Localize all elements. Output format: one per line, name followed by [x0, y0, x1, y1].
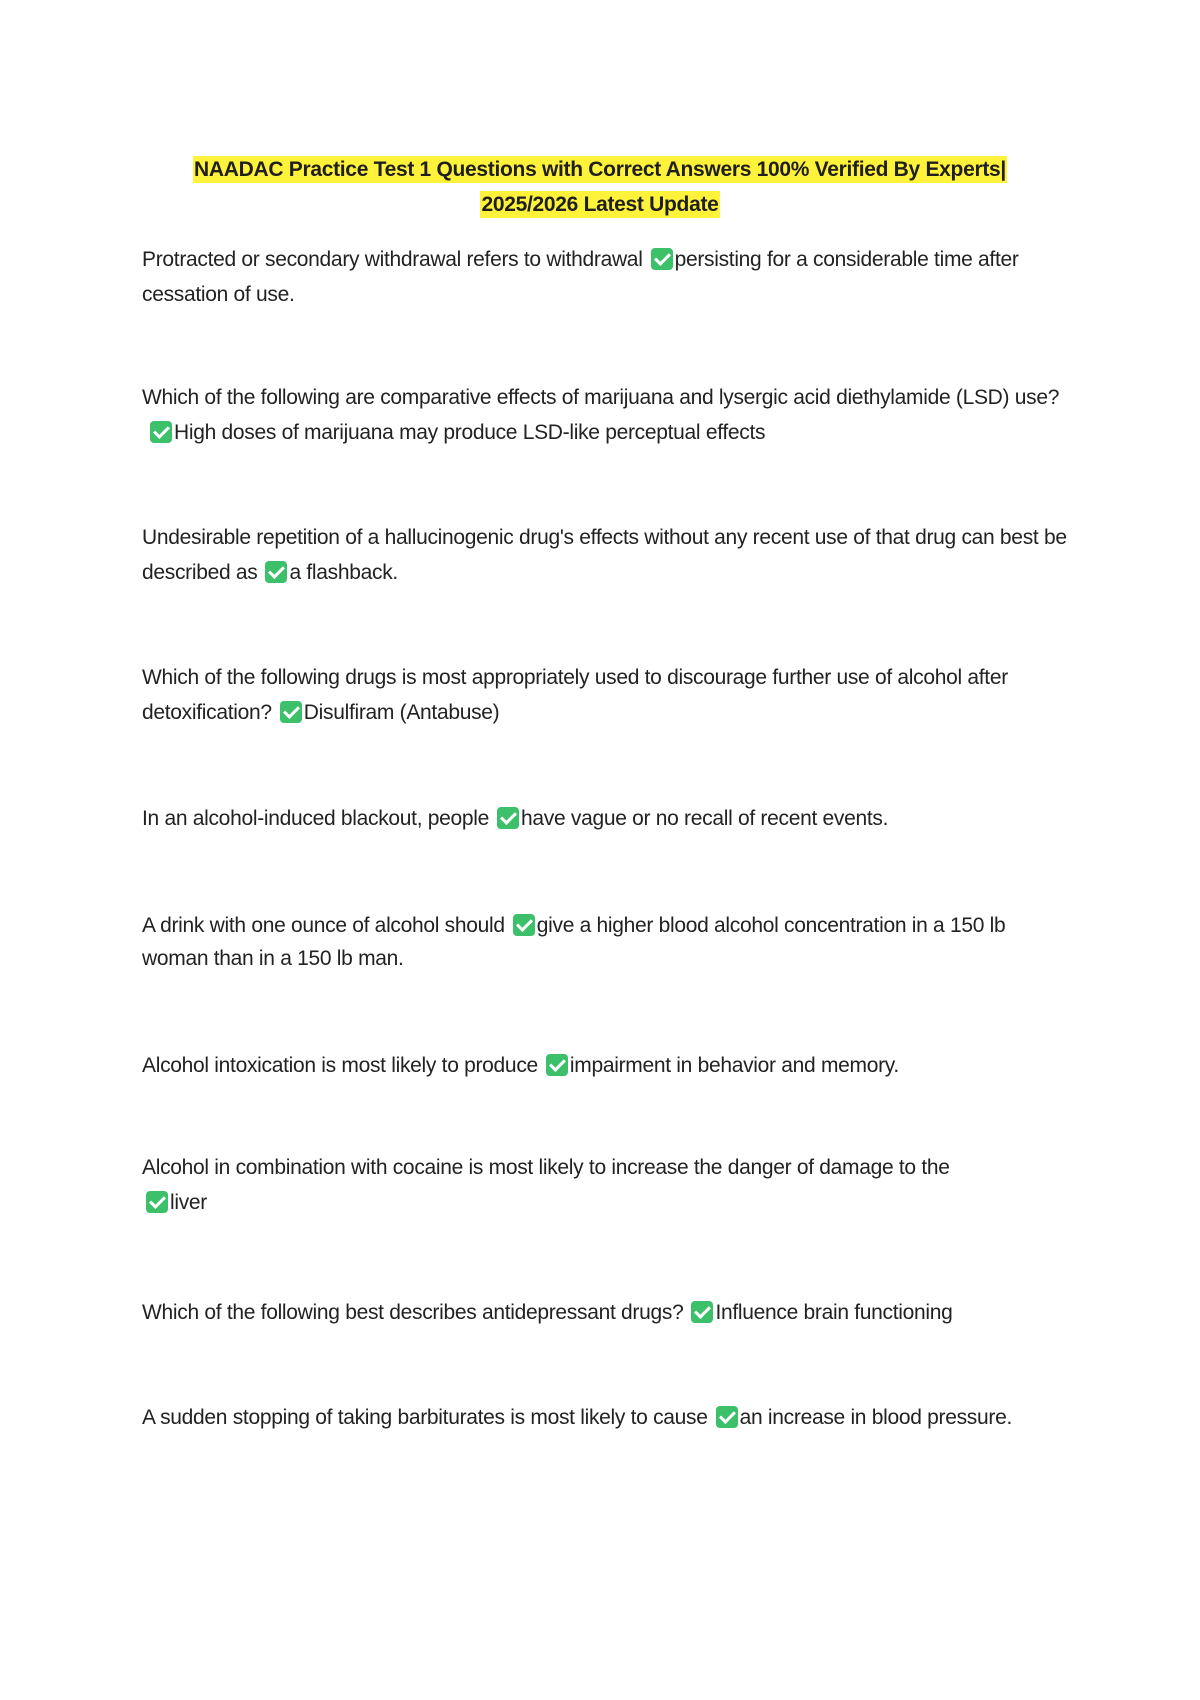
qa-item-6 — [142, 909, 1072, 975]
answer-text: Disulfiram (Antabuse) — [303, 701, 500, 724]
check-box-icon — [546, 1054, 568, 1076]
qa-item-7 — [142, 1048, 1072, 1083]
check-box-icon — [651, 248, 673, 270]
check-box-icon — [150, 421, 172, 443]
question-text: Which of the following are comparative effects of marijuana and lysergic acid diethylamide (LSD) use? — [142, 386, 1060, 409]
qa-item-1 — [142, 242, 1072, 312]
title-line-2: 2025/2026 Latest Update — [481, 193, 719, 216]
question-text: Alcohol intoxication is most likely to produce — [142, 1054, 538, 1077]
qa-item-8 — [142, 1150, 1072, 1220]
check-box-icon — [146, 1191, 168, 1213]
title-line-1: NAADAC Practice Test 1 Questions with Correct Answers 100% Verified By Experts| — [194, 158, 1006, 181]
check-box-icon — [265, 561, 287, 583]
answer-text: persisting for a considerable time after cessation of use. — [142, 248, 1019, 306]
check-box-icon — [280, 701, 302, 723]
check-box-icon — [716, 1406, 738, 1428]
qa-item-5 — [142, 801, 1072, 836]
document-title — [142, 152, 1058, 222]
question-text: Protracted or secondary withdrawal refers to withdrawal — [142, 248, 643, 271]
check-box-icon — [497, 807, 519, 829]
answer-text: impairment in behavior and memory. — [569, 1054, 899, 1077]
question-text: Alcohol in combination with cocaine is most likely to increase the danger of damage to the — [142, 1156, 950, 1179]
qa-item-2 — [142, 380, 1072, 450]
qa-item-3 — [142, 520, 1072, 590]
answer-text: Influence brain functioning — [715, 1301, 953, 1324]
question-text: Which of the following best describes antidepressant drugs? — [142, 1301, 684, 1324]
answer-text: a flashback. — [289, 561, 398, 584]
answer-text: High doses of marijuana may produce LSD-like perceptual effects — [174, 421, 766, 444]
qa-item-9 — [142, 1295, 1072, 1330]
question-text: In an alcohol-induced blackout, people — [142, 807, 490, 830]
qa-item-10 — [142, 1400, 1072, 1435]
question-text: Undesirable repetition of a hallucinogenic drug's effects without any recent use of that drug can best be described as — [142, 526, 1067, 584]
question-text: A drink with one ounce of alcohol should — [142, 914, 505, 937]
answer-text: liver — [170, 1191, 208, 1214]
check-box-icon — [691, 1301, 713, 1323]
answer-text: have vague or no recall of recent events. — [521, 807, 889, 830]
question-text: Which of the following drugs is most appropriately used to discourage further use of alcohol after detoxification? — [142, 666, 1008, 724]
answer-text: give a higher blood alcohol concentration in a 150 lb woman than in a 150 lb man. — [142, 914, 1006, 970]
question-text: A sudden stopping of taking barbiturates is most likely to cause — [142, 1406, 708, 1429]
check-box-icon — [513, 914, 535, 936]
answer-text: an increase in blood pressure. — [739, 1406, 1012, 1429]
qa-item-4 — [142, 660, 1072, 730]
